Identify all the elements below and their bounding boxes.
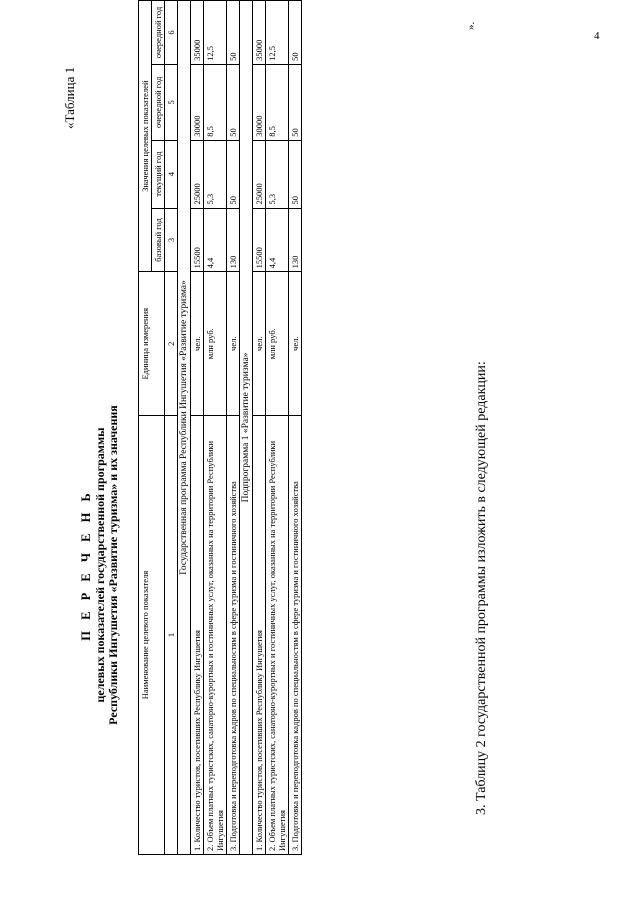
value-cell: 130: [227, 208, 240, 272]
indicator-unit: чел.: [227, 272, 240, 416]
table-row: [266, 1, 289, 855]
value-cell: 5,3: [204, 140, 227, 208]
section-header-row: [240, 1, 253, 855]
section-header-row: [178, 1, 191, 855]
indicator-unit: чел.: [253, 272, 266, 416]
value-cell: 50: [227, 140, 240, 208]
table-row: [227, 1, 240, 855]
header-name: Наименование целевого показателя: [139, 416, 165, 855]
value-cell: 4,4: [266, 208, 289, 272]
indicator-name: 2. Объем платных туристских, санаторно-курортных и гостиничных услуг, оказанных на территории Республики Ингушетия: [204, 416, 227, 855]
indicators-table: [138, 0, 302, 855]
value-cell: 25000: [191, 140, 204, 208]
col-number: 1: [165, 416, 178, 855]
value-cell: 35000: [253, 1, 266, 65]
value-cell: 4,4: [204, 208, 227, 272]
value-cell: 35000: [191, 1, 204, 65]
value-cell: 15500: [253, 208, 266, 272]
table-row: [204, 1, 227, 855]
value-cell: 50: [227, 1, 240, 65]
value-cell: 50: [227, 64, 240, 140]
table-row: [289, 1, 302, 855]
indicator-unit: млн руб.: [204, 272, 227, 416]
header-values-group: Значения целевых показателей: [139, 1, 152, 272]
title-perechen: П Е Р Е Ч Е Н Ь: [79, 489, 93, 641]
col-number: 4: [165, 140, 178, 208]
value-cell: 25000: [253, 140, 266, 208]
value-cell: 50: [289, 1, 302, 65]
indicator-unit: млн руб.: [266, 272, 289, 416]
header-col-6: очередной год: [152, 1, 165, 65]
value-cell: 12,5: [204, 1, 227, 65]
header-col-5: очередной год: [152, 64, 165, 140]
section-title: Подпрограмма 1 «Развитие туризма»: [240, 1, 253, 855]
value-cell: 30000: [253, 64, 266, 140]
title-line-2: целевых показателей государственной программы: [93, 427, 107, 703]
column-numbers-row: [165, 1, 178, 855]
indicator-name: 2. Объем платных туристских, санаторно-курортных и гостиничных услуг, оказанных на территории Республики Ингушетия: [266, 416, 289, 855]
header-row: [139, 1, 152, 855]
value-cell: 50: [289, 140, 302, 208]
value-cell: 12,5: [266, 1, 289, 65]
value-cell: 15500: [191, 208, 204, 272]
col-number: 3: [165, 208, 178, 272]
value-cell: 30000: [191, 64, 204, 140]
header-col-3: базовый год: [152, 208, 165, 272]
closing-quote: ».: [465, 21, 477, 30]
table-row: [253, 1, 266, 855]
table-row: [191, 1, 204, 855]
value-cell: 5,3: [266, 140, 289, 208]
header-col-4: текущий год: [152, 140, 165, 208]
title-line-3: Республики Ингушетия «Развитие туризма» и их значения: [106, 405, 120, 725]
value-cell: 8,5: [204, 64, 227, 140]
indicator-name: 3. Подготовка и переподготовка кадров по специальностям в сфере туризма и гостиничного хозяйства: [289, 416, 302, 855]
col-number: 6: [165, 1, 178, 65]
table-reference: «Таблица 1: [62, 66, 77, 129]
col-number: 2: [165, 272, 178, 416]
footer-paragraph: 3. Таблицу 2 государственной программы изложить в следующей редакции:: [474, 361, 489, 815]
value-cell: 50: [289, 64, 302, 140]
indicator-unit: чел.: [191, 272, 204, 416]
page-number: 4: [594, 30, 600, 42]
value-cell: 8,5: [266, 64, 289, 140]
indicator-name: 1. Количество туристов, посетивших Республику Ингушетия: [253, 416, 266, 855]
indicator-unit: чел.: [289, 272, 302, 416]
indicator-name: 3. Подготовка и переподготовка кадров по специальностям в сфере туризма и гостиничного хозяйства: [227, 416, 240, 855]
col-number: 5: [165, 64, 178, 140]
indicator-name: 1. Количество туристов, посетивших Республику Ингушетия: [191, 416, 204, 855]
header-unit: Единица измерения: [139, 272, 165, 416]
section-title: Государственная программа Республики Ингушетия «Развитие туризма»: [178, 1, 191, 855]
value-cell: 130: [289, 208, 302, 272]
